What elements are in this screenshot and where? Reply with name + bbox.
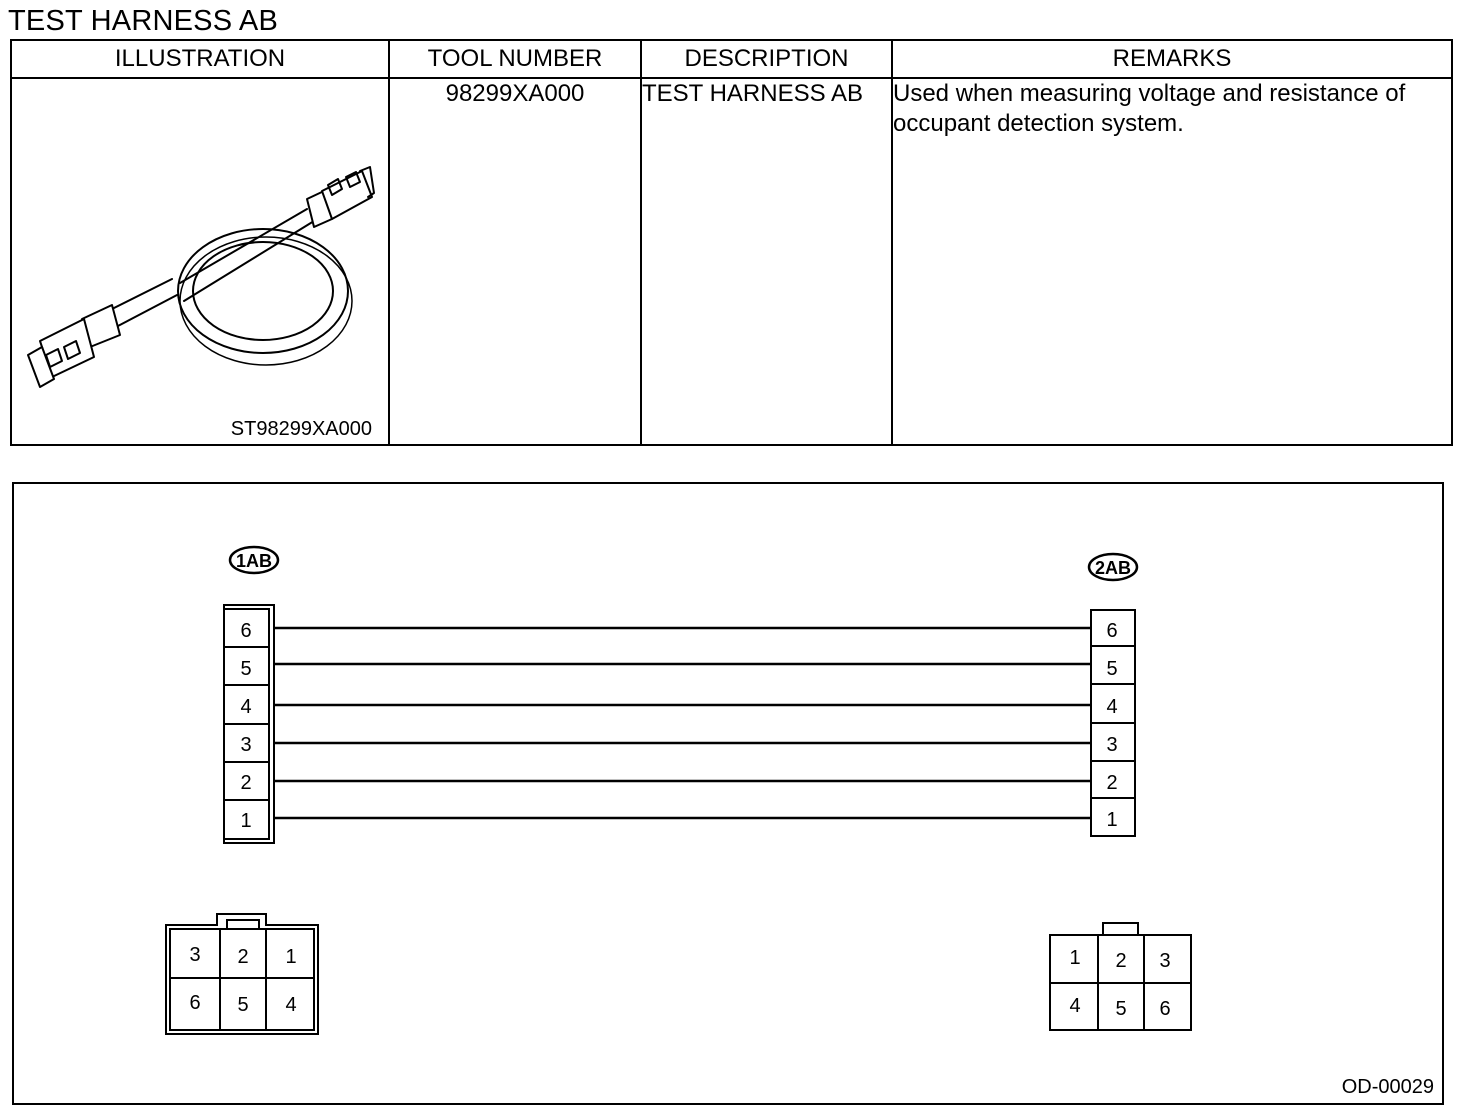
face-pin-label: 2 (1115, 950, 1127, 972)
remarks-cell: Used when measuring voltage and resistance of occupant detection system. (892, 78, 1452, 445)
header-description: DESCRIPTION (641, 40, 892, 78)
connector-1ab-pin: 2 (240, 772, 252, 794)
connector-1ab-pin: 4 (240, 696, 252, 718)
header-tool-number: TOOL NUMBER (389, 40, 641, 78)
figure-code: OD-00029 (1341, 1076, 1434, 1098)
connector-2ab-pin: 1 (1106, 809, 1118, 831)
connector-1ab-pin: 6 (240, 620, 252, 642)
harness-wires (274, 628, 1091, 818)
connector-2ab-badge (1089, 554, 1137, 580)
header-remarks: REMARKS (892, 40, 1452, 78)
wiring-diagram (12, 482, 1444, 1105)
connector-1ab-pin: 3 (240, 734, 252, 756)
connector-2ab-label: 2AB (1094, 558, 1132, 578)
table-header-row (11, 40, 1452, 78)
connector-1ab-pin: 1 (240, 810, 252, 832)
face-pin-label: 1 (1069, 947, 1081, 969)
harness-illustration (12, 79, 388, 447)
face-pin-label: 4 (1069, 995, 1081, 1017)
connector-2ab-pin: 4 (1106, 696, 1118, 718)
connector-1ab-face-pins (189, 944, 296, 1016)
illustration-code: ST98299XA000 (230, 418, 372, 440)
face-pin-label: 3 (1159, 950, 1171, 972)
connector-1ab-pin: 5 (240, 658, 252, 680)
face-pin-label: 6 (189, 992, 201, 1014)
table-row (11, 78, 1452, 445)
face-pin-label: 6 (1159, 998, 1171, 1020)
description-cell: TEST HARNESS AB (641, 78, 892, 445)
face-pin-label: 5 (1115, 998, 1127, 1020)
face-pin-label: 4 (285, 994, 297, 1016)
face-pin-label: 1 (285, 946, 297, 968)
face-pin-label: 3 (189, 944, 201, 966)
connector-2ab-pin: 5 (1106, 658, 1118, 680)
wiring-diagram-canvas (14, 484, 1442, 1103)
page-title: TEST HARNESS AB (8, 5, 278, 37)
face-pin-label: 2 (237, 946, 249, 968)
connector-1ab-badge (230, 547, 278, 573)
connector-2ab-pin: 3 (1106, 734, 1118, 756)
tool-number-cell: 98299XA000 (389, 78, 641, 445)
connector-1ab-label: 1AB (235, 551, 273, 571)
face-pin-label: 5 (237, 994, 249, 1016)
connector-1ab-face (166, 914, 318, 1034)
tool-table (10, 39, 1453, 446)
connector-2ab (1091, 610, 1135, 836)
header-illustration: ILLUSTRATION (11, 40, 389, 78)
connector-2ab-pin: 2 (1106, 772, 1118, 794)
connector-1ab (224, 605, 274, 843)
connector-2ab-pin: 6 (1106, 620, 1118, 642)
illustration-cell (11, 78, 389, 445)
